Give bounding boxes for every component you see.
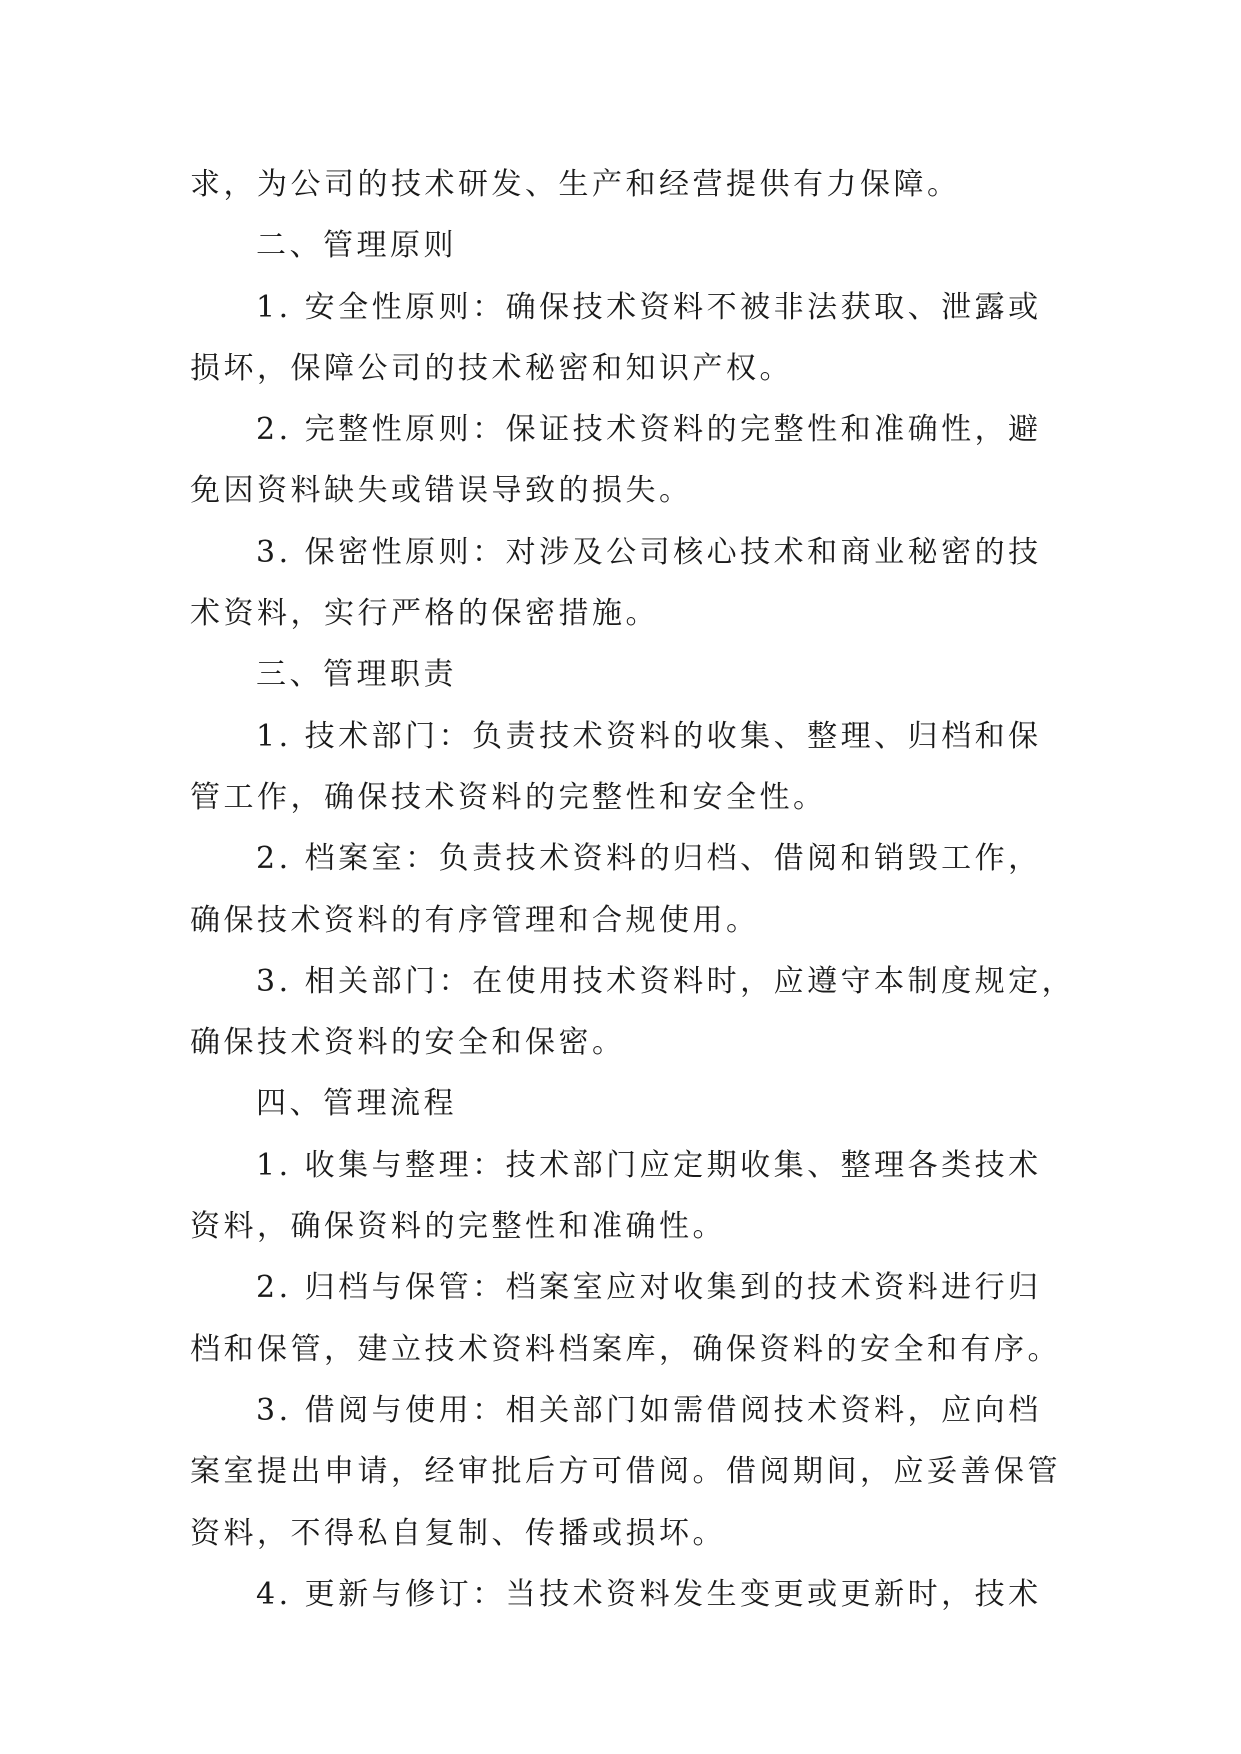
text-line: 2. 档案室：负责技术资料的归档、借阅和销毁工作， <box>256 841 1042 877</box>
text-line: 2. 完整性原则：保证技术资料的完整性和准确性，避 <box>256 412 1042 448</box>
text-line: 二、管理原则 <box>256 228 457 264</box>
text-line: 免因资料缺失或错误导致的损失。 <box>190 473 693 509</box>
text-line: 术资料，实行严格的保密措施。 <box>190 596 659 632</box>
text-line: 损坏，保障公司的技术秘密和知识产权。 <box>190 350 793 386</box>
text-line: 管工作，确保技术资料的完整性和安全性。 <box>190 779 827 815</box>
text-line: 1. 技术部门：负责技术资料的收集、整理、归档和保 <box>256 718 1042 754</box>
text-line: 档和保管，建立技术资料档案库，确保资料的安全和有序。 <box>190 1331 1061 1367</box>
text-line: 确保技术资料的有序管理和合规使用。 <box>190 902 760 938</box>
text-line: 3. 保密性原则：对涉及公司核心技术和商业秘密的技 <box>256 534 1042 570</box>
text-line: 求，为公司的技术研发、生产和经营提供有力保障。 <box>190 167 961 202</box>
document-body <box>190 154 1076 1625</box>
text-line: 4. 更新与修订：当技术资料发生变更或更新时，技术 <box>256 1576 1042 1612</box>
text-line: 四、管理流程 <box>256 1086 457 1122</box>
text-line: 3. 借阅与使用：相关部门如需借阅技术资料，应向档 <box>256 1392 1042 1428</box>
text-line: 资料，不得私自复制、传播或损坏。 <box>190 1515 726 1551</box>
text-line: 三、管理职责 <box>256 657 457 693</box>
text-line: 1. 安全性原则：确保技术资料不被非法获取、泄露或 <box>256 289 1042 325</box>
text-line: 1. 收集与整理：技术部门应定期收集、整理各类技术 <box>256 1147 1042 1183</box>
text-line: 资料，确保资料的完整性和准确性。 <box>190 1209 726 1245</box>
text-line: 2. 归档与保管：档案室应对收集到的技术资料进行归 <box>256 1270 1042 1306</box>
text-line: 案室提出申请，经审批后方可借阅。借阅期间，应妥善保管 <box>190 1454 1061 1490</box>
text-line: 3. 相关部门：在使用技术资料时，应遵守本制度规定， <box>256 963 1076 999</box>
text-line: 确保技术资料的安全和保密。 <box>190 1025 626 1061</box>
